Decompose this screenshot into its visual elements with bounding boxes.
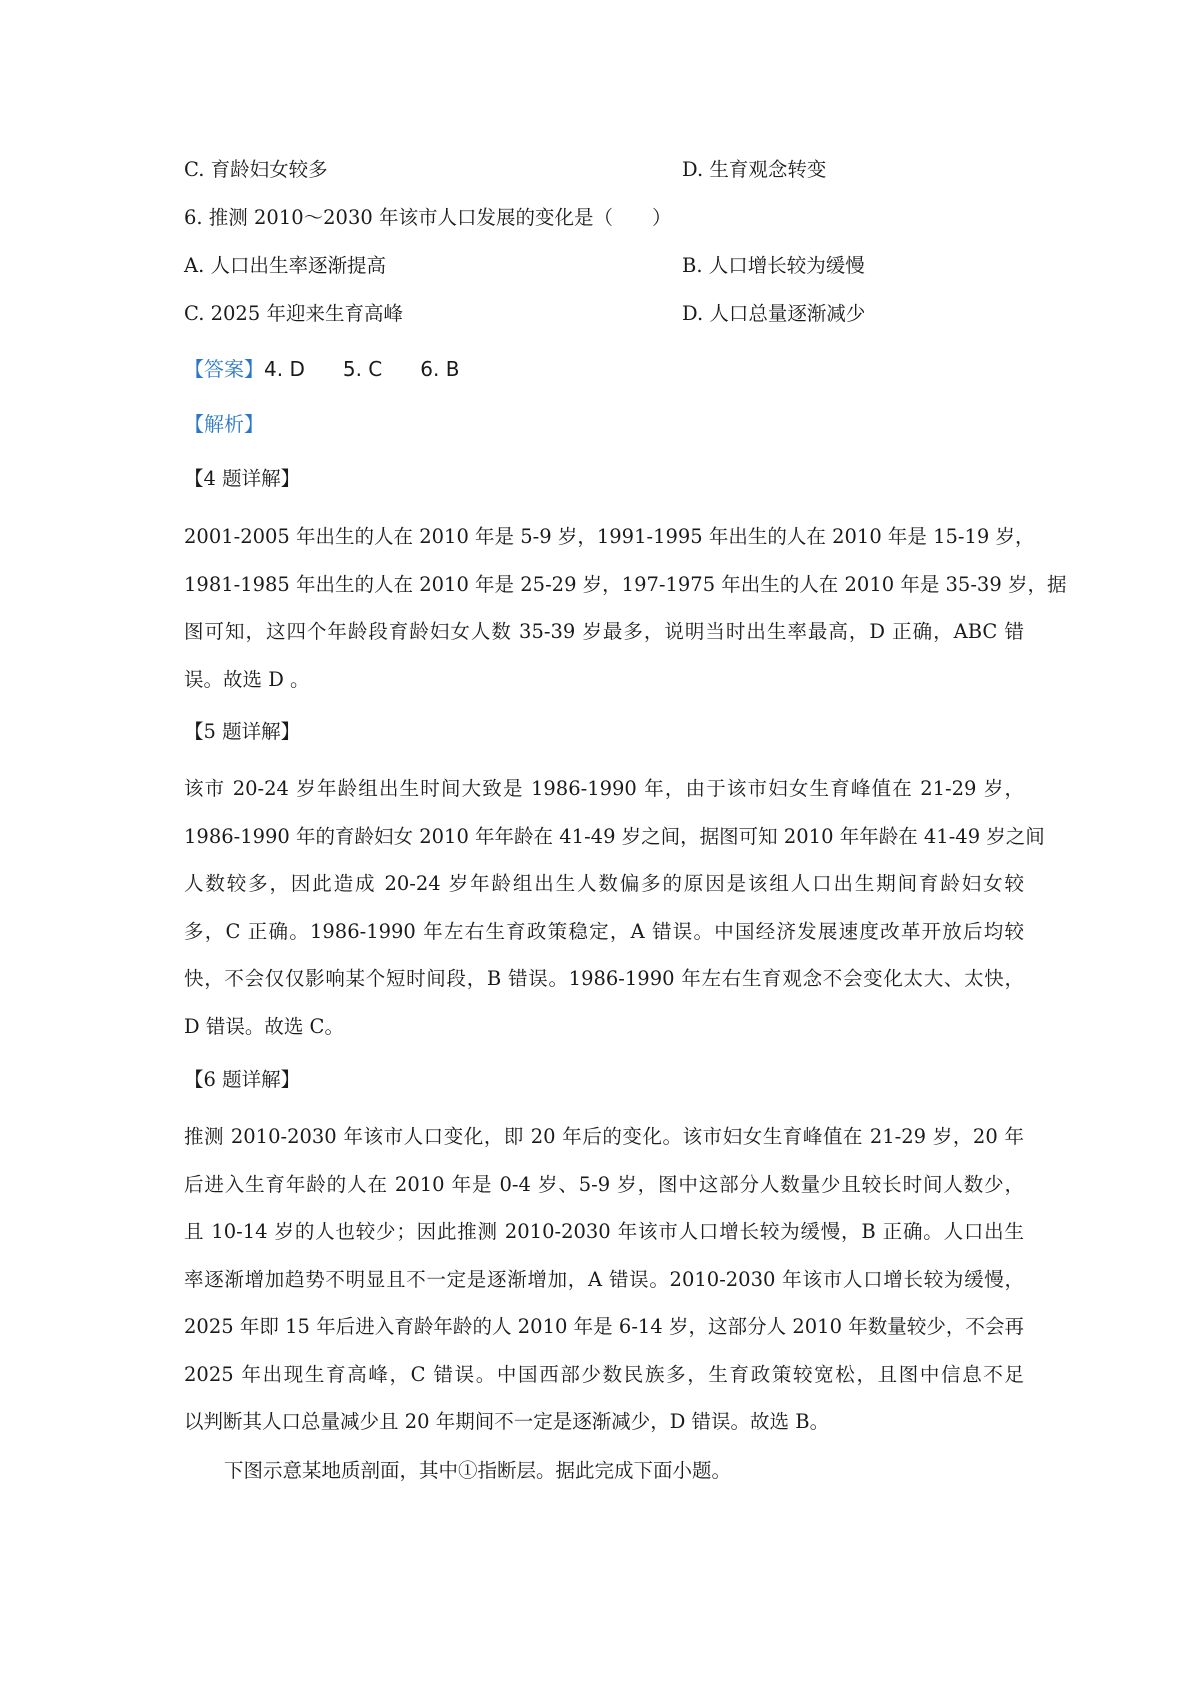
detail6-line: 后进入生育年龄的人在 2010 年是 0-4 岁、5-9 岁，图中这部分人数量少且较长时间人数少， [184,1172,1024,1196]
detail6-paragraph [184,1113,1024,1446]
detail6-line: 率逐渐增加趋势不明显且不一定是逐渐增加，A 错误。2010-2030 年该市人口增长较为缓慢， [184,1267,1024,1291]
q5-option-d: D. 生育观念转变 [682,158,827,181]
q6-option-c: C. 2025 年迎来生育高峰 [184,302,403,325]
detail6-line: 2025 年即 15 年后进入育龄年龄的人 2010 年是 6-14 岁，这部分人 2010 年数量较少，不会再 [184,1315,1024,1338]
detail4-line: 2001-2005 年出生的人在 2010 年是 5-9 岁，1991-1995 年出生的人在 2010 年是 15-19 岁， [184,525,1035,548]
detail5-heading: 【5 题详解】 [184,720,301,743]
detail4-line: 图可知，这四个年龄段育龄妇女人数 35-39 岁最多，说明当时出生率最高，D 正确，ABC 错 [184,620,1024,643]
analysis-tag-text: 【解析】 [184,412,264,436]
q6-option-a: A. 人口出生率逐渐提高 [184,254,386,277]
q5-option-c: C. 育龄妇女较多 [184,158,328,181]
q6-option-b: B. 人口增长较为缓慢 [682,254,865,277]
detail4-heading: 【4 题详解】 [184,467,301,490]
next-question-intro: 下图示意某地质剖面，其中①指断层。据此完成下面小题。 [224,1459,732,1482]
detail6-line: 以判断其人口总量减少且 20 年期间不一定是逐渐减少，D 错误。故选 B。 [184,1410,830,1433]
answer-q6: 6. B [420,357,460,381]
detail6-line: 推测 2010-2030 年该市人口变化，即 20 年后的变化。该市妇女生育峰值在 21-29 岁，20 年 [184,1125,1024,1148]
analysis-tag [184,410,264,439]
answer-q5: 5. C [342,357,383,381]
detail4-line: 误。故选 D 。 [184,667,310,691]
answer-q4: 4. D [264,357,305,381]
detail5-paragraph [184,765,1045,1050]
q6-option-d: D. 人口总量逐渐减少 [682,302,866,325]
detail5-line: 该市 20-24 岁年龄组出生时间大致是 1986-1990 年，由于该市妇女生育峰值在 21-29 岁， [184,777,1024,800]
detail5-line: 快，不会仅仅影响某个短时间段，B 错误。1986-1990 年左右生育观念不会变化太大、太快， [184,967,1024,990]
detail6-line: 2025 年出现生育高峰，C 错误。中国西部少数民族多，生育政策较宽松，且图中信息不足 [184,1362,1024,1386]
detail4-line: 1981-1985 年出生的人在 2010 年是 25-29 岁，197-1975 年出生的人在 2010 年是 35-39 岁，据 [184,572,1067,596]
answer-tag: 【答案】 [184,357,264,381]
detail5-line: 人数较多，因此造成 20-24 岁年龄组出生人数偏多的原因是该组人口出生期间育龄妇女较 [184,872,1024,895]
detail4-paragraph [184,513,1067,703]
detail5-line: 多，C 正确。1986-1990 年左右生育政策稳定，A 错误。中国经济发展速度改革开放后均较 [184,919,1024,943]
detail5-line: 1986-1990 年的育龄妇女 2010 年年龄在 41-49 岁之间，据图可知 2010 年年龄在 41-49 岁之间 [184,824,1045,848]
detail6-line: 且 10-14 岁的人也较少；因此推测 2010-2030 年该市人口增长较为缓慢，B 正确。人口出生 [184,1220,1024,1243]
detail5-line: D 错误。故选 C。 [184,1014,344,1038]
q6-stem: 6. 推测 2010～2030 年该市人口发展的变化是（ ） [184,206,672,229]
detail6-heading: 【6 题详解】 [184,1068,301,1091]
answer-line [184,355,459,384]
